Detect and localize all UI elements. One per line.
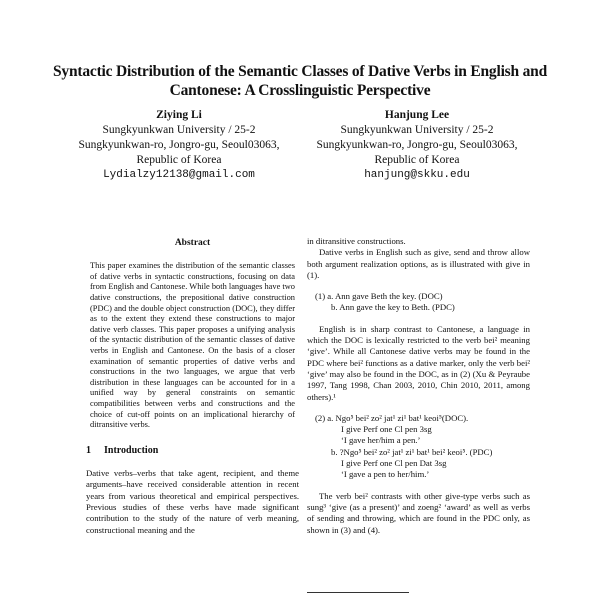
author-affiliation: Sungkyunkwan University / 25-2 [340,124,494,136]
abstract-text: This paper examines the distribution of the semantic classes of dative verbs in syntactic constructions, focusing on data from English and Cantonese. While both languages have two dative constructions, the prepositional dative construction (PDC) and the double object construction (DOC), they differ as to the extent they extend these constructions to major dative verb classes. This paper proposes a unifying analysis of the syntactic distribution of the semantic classes of dative verbs in English and Cantonese. On the basis of a closer examination of semantic properties of dative verbs and constructions in the two languages, we argue that verb distribution in these languages can be accounted for in a unified way by general constraints on semantic compatibilities between verbs and constructions and the choice of cut-off points on an implicational hierarchy of ditransitive verbs. [90,261,295,430]
author-block-1 [66,108,292,183]
author-email[interactable]: Lydialzy12138@gmail.com [103,169,255,181]
paragraph: The verb bei² contrasts with other give-type verbs such as sung³ ‘give (as a present)’ and zoeng² ‘award’ as well as verbs of sending and throwing, which are found in the PDC only, as shown in (3) and (4). [307,490,530,535]
left-column [86,238,299,536]
paragraph: English is in sharp contrast to Cantonese, a language in which the DOC is lexically restricted to the verb bei² meaning ‘give’. While all Cantonese dative verbs may be found in the PDC where bei² functions as a dative marker, only the verb bei² ‘give’ may also be found in the DOC, as in (2) (Xu & Peyraube 1997, Tang 1998, Chan 2003, 2010, Chin 2010, 2011, among others).¹ [307,323,530,402]
author-address: Sungkyunkwan-ro, Jongro-gu, Seoul03063, [78,139,280,151]
example-line: b. Ann gave the key to Beth. (PDC) [331,302,455,313]
author-name: Hanjung Lee [384,109,450,121]
paper-title: Syntactic Distribution of the Semantic Classes of Dative Verbs in English and Cantonese: A Crosslinguistic Perspective [53,63,547,99]
author-address: Sungkyunkwan-ro, Jongro-gu, Seoul03063, [316,139,518,151]
abstract-heading: Abstract [174,238,211,248]
author-email[interactable]: hanjung@skku.edu [364,169,470,181]
right-column [307,236,530,536]
example-line: b. ?Ngo⁵ bei² zo² jat¹ zi¹ bat¹ bei² keoi⁵. (PDC) [331,446,493,457]
example-1 [315,291,530,314]
example-line: (2) a. Ngo⁵ bei² zo² jat¹ zi¹ bat¹ keoi⁵(DOC). [315,412,469,423]
introduction-text: Dative verbs–verbs that take agent, recipient, and theme arguments–have received considerable attention in recent years from various theoretical and empirical perspectives. Previous studies of these verbs have made significant contribution to the study of the nature of verb meaning, constructional meaning and the [86,468,299,535]
example-line: (1) a. Ann gave Beth the key. (DOC) [315,291,443,302]
author-block-2 [304,108,530,183]
gloss-line: I give Perf one Cl pen Dat 3sg [341,458,447,469]
section-title: Introduction [104,444,159,456]
author-name: Ziying Li [156,109,202,121]
section-heading [86,445,299,456]
section-number: 1 [86,444,91,456]
translation-line: ‘I gave a pen to her/him.’ [341,469,430,480]
example-2 [315,413,530,481]
paragraph: Dative verbs in English such as give, send and throw allow both argument realization options, as is illustrated with give in (1). [307,247,530,280]
footnote-divider [307,592,409,593]
paragraph: in ditransitive constructions. [307,236,406,246]
author-affiliation: Sungkyunkwan University / 25-2 [102,124,256,136]
translation-line: ‘I gave her/him a pen.’ [341,435,421,446]
gloss-line: I give Perf one Cl pen 3sg [341,424,432,435]
author-country: Republic of Korea [374,154,460,166]
author-country: Republic of Korea [136,154,222,166]
